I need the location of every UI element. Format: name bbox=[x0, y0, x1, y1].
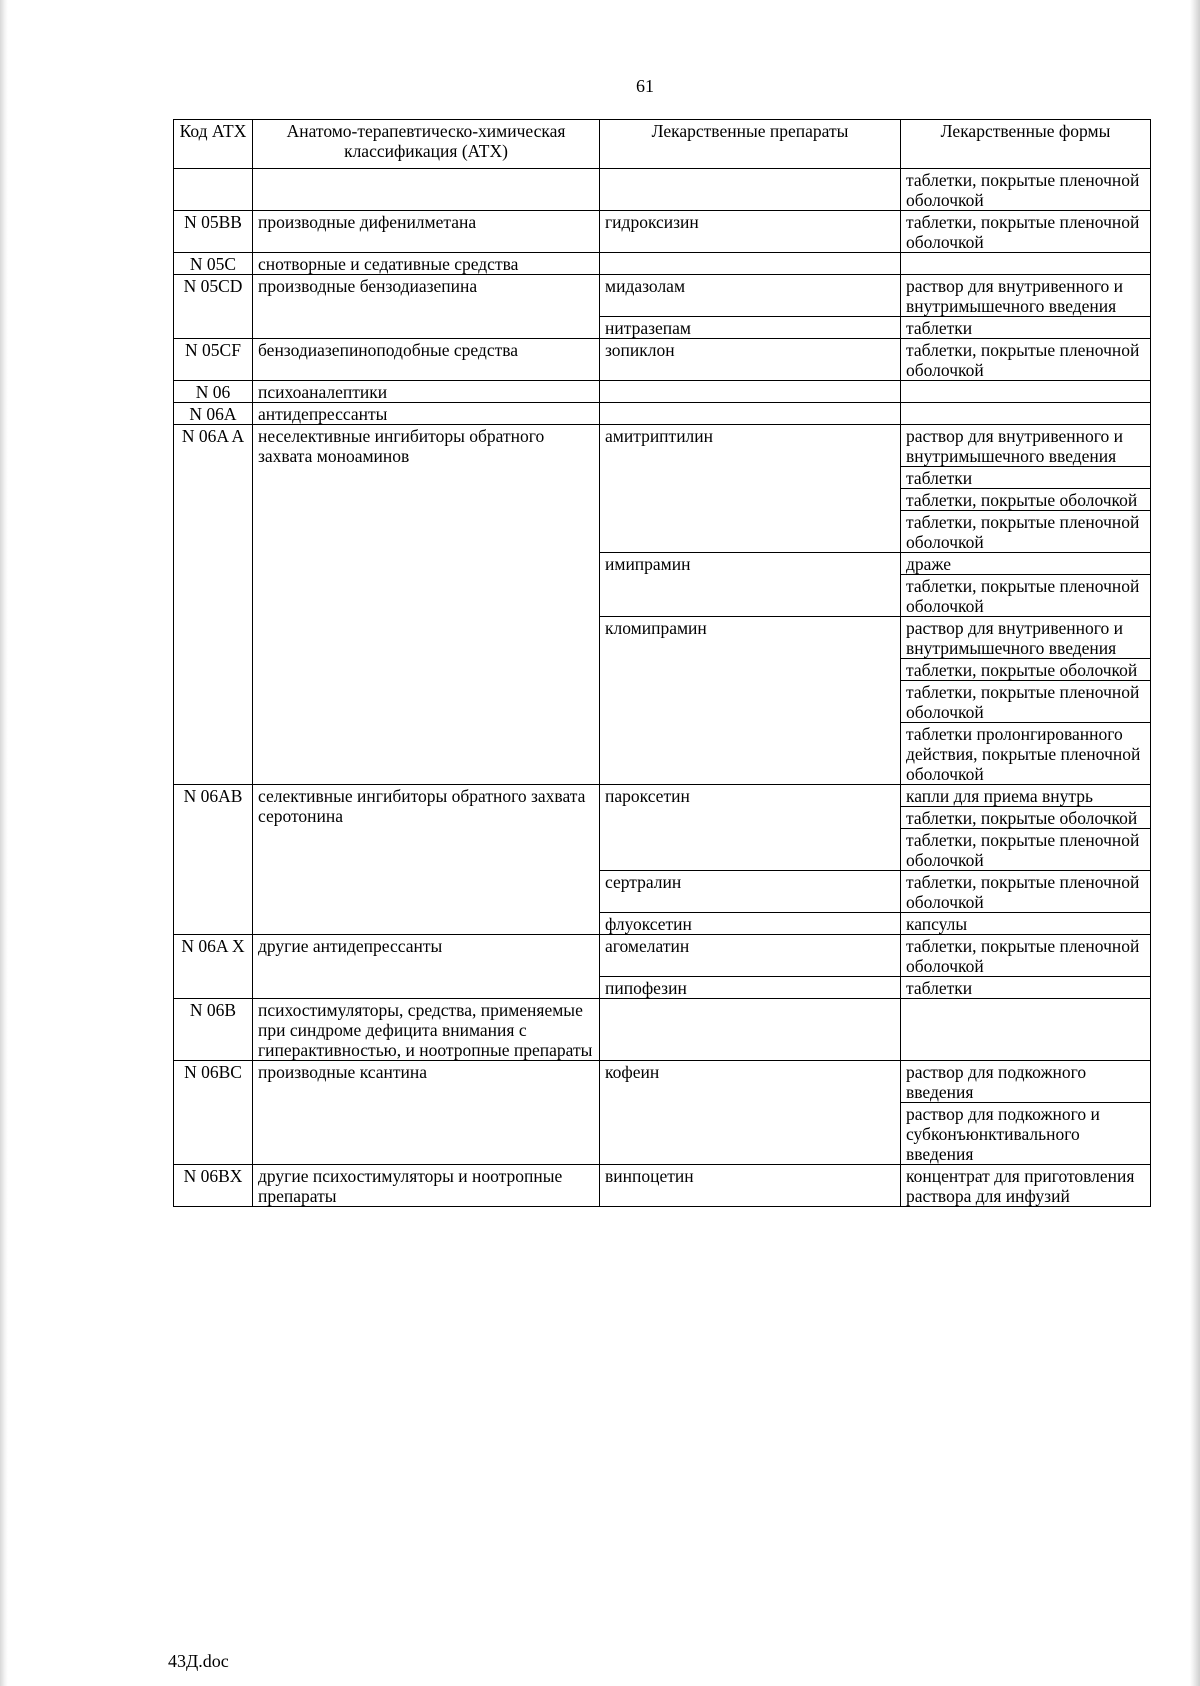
atx-classification-cell: другие психостимуляторы и ноотропные препараты bbox=[253, 1165, 600, 1207]
drug-name-cell: зопиклон bbox=[600, 339, 901, 381]
atx-code-cell: N 06AB bbox=[174, 785, 253, 935]
dosage-form-cell: таблетки, покрытые пленочной оболочкой bbox=[901, 829, 1151, 871]
atx-code-cell: N 06A bbox=[174, 403, 253, 425]
table-row bbox=[174, 211, 1151, 253]
header-drugs: Лекарственные препараты bbox=[600, 120, 901, 169]
dosage-form-cell: таблетки, покрытые пленочной оболочкой bbox=[901, 511, 1151, 553]
table-row bbox=[174, 381, 1151, 403]
dosage-form-cell: раствор для внутривенного и внутримышечного введения bbox=[901, 425, 1151, 467]
drug-name-cell bbox=[600, 403, 901, 425]
atx-code-cell: N 05BB bbox=[174, 211, 253, 253]
dosage-form-cell bbox=[901, 999, 1151, 1061]
atx-classification-cell: психостимуляторы, средства, применяемые при синдроме дефицита внимания с гиперактивностью, и ноотропные препараты bbox=[253, 999, 600, 1061]
atx-code-cell: N 05CD bbox=[174, 275, 253, 339]
dosage-form-cell: таблетки, покрытые оболочкой bbox=[901, 807, 1151, 829]
atx-code-cell bbox=[174, 169, 253, 211]
header-code: Код АТХ bbox=[174, 120, 253, 169]
dosage-form-cell: таблетки bbox=[901, 317, 1151, 339]
drug-name-cell: флуоксетин bbox=[600, 913, 901, 935]
atx-classification-cell: производные дифенилметана bbox=[253, 211, 600, 253]
dosage-form-cell: таблетки, покрытые пленочной оболочкой bbox=[901, 339, 1151, 381]
drug-name-cell: кофеин bbox=[600, 1061, 901, 1165]
table-row bbox=[174, 403, 1151, 425]
dosage-form-cell: таблетки bbox=[901, 467, 1151, 489]
drug-name-cell: нитразепам bbox=[600, 317, 901, 339]
dosage-form-cell bbox=[901, 381, 1151, 403]
table-row bbox=[174, 339, 1151, 381]
dosage-form-cell: таблетки, покрытые пленочной оболочкой bbox=[901, 681, 1151, 723]
atx-classification-cell bbox=[253, 169, 600, 211]
atx-classification-cell: селективные ингибиторы обратного захвата серотонина bbox=[253, 785, 600, 935]
drug-name-cell: кломипрамин bbox=[600, 617, 901, 785]
atx-classification-cell: снотворные и седативные средства bbox=[253, 253, 600, 275]
dosage-form-cell: таблетки, покрытые пленочной оболочкой bbox=[901, 871, 1151, 913]
drug-name-cell: винпоцетин bbox=[600, 1165, 901, 1207]
atx-code-cell: N 06BC bbox=[174, 1061, 253, 1165]
table-row bbox=[174, 935, 1151, 977]
header-classification: Анатомо-терапевтическо-химическая классификация (АТХ) bbox=[253, 120, 600, 169]
drug-name-cell: мидазолам bbox=[600, 275, 901, 317]
atx-classification-cell: психоаналептики bbox=[253, 381, 600, 403]
dosage-form-cell: таблетки, покрытые пленочной оболочкой bbox=[901, 935, 1151, 977]
scan-right-edge bbox=[1190, 0, 1200, 1686]
atx-code-cell: N 06 bbox=[174, 381, 253, 403]
dosage-form-cell: раствор для внутривенного и внутримышечного введения bbox=[901, 275, 1151, 317]
atx-code-cell: N 05C bbox=[174, 253, 253, 275]
drug-name-cell bbox=[600, 999, 901, 1061]
drug-name-cell: пипофезин bbox=[600, 977, 901, 999]
dosage-form-cell: таблетки, покрытые пленочной оболочкой bbox=[901, 211, 1151, 253]
drug-name-cell: пароксетин bbox=[600, 785, 901, 871]
header-forms: Лекарственные формы bbox=[901, 120, 1151, 169]
table-row bbox=[174, 275, 1151, 317]
atx-classification-cell: другие антидепрессанты bbox=[253, 935, 600, 999]
dosage-form-cell: капли для приема внутрь bbox=[901, 785, 1151, 807]
atx-code-cell: N 06A X bbox=[174, 935, 253, 999]
footer-filename: 43Д.doc bbox=[168, 1651, 229, 1671]
dosage-form-cell: раствор для внутривенного и внутримышечного введения bbox=[901, 617, 1151, 659]
drug-name-cell bbox=[600, 169, 901, 211]
drug-name-cell bbox=[600, 381, 901, 403]
drug-name-cell: амитриптилин bbox=[600, 425, 901, 553]
dosage-form-cell: концентрат для приготовления раствора для инфузий bbox=[901, 1165, 1151, 1207]
drug-name-cell: агомелатин bbox=[600, 935, 901, 977]
dosage-form-cell bbox=[901, 253, 1151, 275]
dosage-form-cell: таблетки, покрытые оболочкой bbox=[901, 659, 1151, 681]
dosage-form-cell: таблетки пролонгированного действия, покрытые пленочной оболочкой bbox=[901, 723, 1151, 785]
atx-code-cell: N 05CF bbox=[174, 339, 253, 381]
table-row bbox=[174, 253, 1151, 275]
dosage-form-cell: таблетки, покрытые пленочной оболочкой bbox=[901, 169, 1151, 211]
atx-code-cell: N 06B bbox=[174, 999, 253, 1061]
dosage-form-cell bbox=[901, 403, 1151, 425]
atx-table-body bbox=[174, 169, 1151, 1207]
atx-table bbox=[173, 119, 1151, 1207]
table-header-row bbox=[174, 120, 1151, 169]
atx-code-cell: N 06BX bbox=[174, 1165, 253, 1207]
atx-classification-cell: бензодиазепиноподобные средства bbox=[253, 339, 600, 381]
dosage-form-cell: капсулы bbox=[901, 913, 1151, 935]
table-row bbox=[174, 1061, 1151, 1103]
atx-classification-cell: неселективные ингибиторы обратного захвата моноаминов bbox=[253, 425, 600, 785]
dosage-form-cell: таблетки bbox=[901, 977, 1151, 999]
dosage-form-cell: раствор для подкожного и субконъюнктивального введения bbox=[901, 1103, 1151, 1165]
atx-classification-cell: производные ксантина bbox=[253, 1061, 600, 1165]
table-row bbox=[174, 1165, 1151, 1207]
dosage-form-cell: драже bbox=[901, 553, 1151, 575]
dosage-form-cell: раствор для подкожного введения bbox=[901, 1061, 1151, 1103]
table-row bbox=[174, 169, 1151, 211]
table-row bbox=[174, 425, 1151, 467]
atx-classification-cell: антидепрессанты bbox=[253, 403, 600, 425]
atx-code-cell: N 06A A bbox=[174, 425, 253, 785]
drug-name-cell: сертралин bbox=[600, 871, 901, 913]
drug-name-cell: гидроксизин bbox=[600, 211, 901, 253]
drug-name-cell: имипрамин bbox=[600, 553, 901, 617]
scan-left-edge bbox=[0, 0, 8, 1686]
page-number: 61 bbox=[636, 76, 654, 96]
table-row bbox=[174, 999, 1151, 1061]
dosage-form-cell: таблетки, покрытые оболочкой bbox=[901, 489, 1151, 511]
atx-classification-cell: производные бензодиазепина bbox=[253, 275, 600, 339]
table-row bbox=[174, 785, 1151, 807]
dosage-form-cell: таблетки, покрытые пленочной оболочкой bbox=[901, 575, 1151, 617]
drug-name-cell bbox=[600, 253, 901, 275]
